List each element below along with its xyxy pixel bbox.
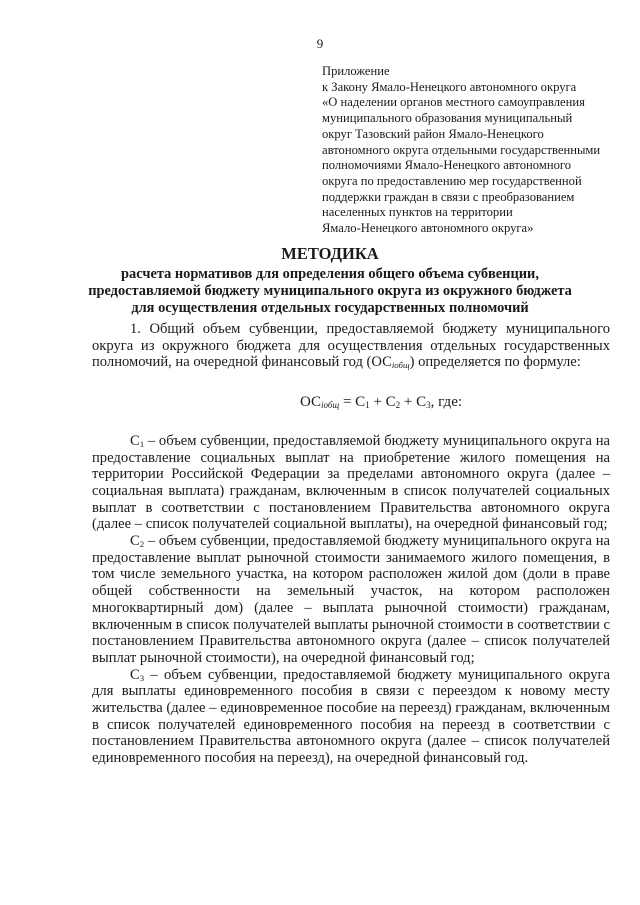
formula-lhs-subscript: іобщ — [321, 400, 340, 411]
formula-lhs: ОС — [299, 394, 321, 411]
p1-text-after: ) определяется по формуле: — [409, 354, 581, 371]
title-subtitle-line: для осуществления отдельных государственных полномочий — [131, 300, 529, 316]
appendix-line: полномочиями Ямало-Ненецкого автономного — [322, 158, 572, 173]
formula-term-c: С — [385, 394, 396, 411]
c3-symbol: С — [130, 666, 140, 683]
formula-equals: = — [339, 394, 356, 411]
formula-tail: , где: — [430, 394, 463, 411]
title-subtitle-line: предоставляемой бюджету муниципального округа из окружного бюджета — [88, 283, 572, 299]
appendix-line: «О наделении органов местного самоуправления — [322, 95, 585, 110]
formula — [92, 394, 610, 411]
appendix-line: автономного округа отдельными государственными — [322, 142, 601, 157]
title-subtitle-line: расчета нормативов для определения общего объема субвенции, — [121, 266, 539, 282]
appendix-line: муниципального образования муниципальный — [322, 111, 573, 126]
formula-plus: + — [400, 394, 417, 411]
title-main: МЕТОДИКА — [281, 244, 379, 263]
c2-symbol: С — [130, 533, 140, 550]
paragraph-c1 — [92, 433, 610, 533]
c2-subscript: 2 — [139, 539, 145, 550]
c2-text: – объем субвенции, предоставляемой бюджету муниципального округа на предоставление выплат рыночной стоимости занимаемого жилого помещения, в том числе земельного участка, на котором расположен жилой дом (доли в праве общей собственности на земельный участок, на котором расположен многоквартирный дом) (далее – выплата рыночной стоимости) гражданам, включенным в список получателей выплаты рыночной стоимости в соответствии с постановлением Правительства автономного округа (далее – список получателей выплат рыночной стоимости), на очередной финансовый год; — [92, 533, 610, 666]
document-body — [92, 321, 610, 767]
appendix-line: округа по предоставлению мер государственной — [322, 173, 582, 188]
appendix-line: населенных пунктов на территории — [322, 205, 513, 220]
formula-subscript: 1 — [365, 400, 370, 411]
c1-symbol: С — [130, 432, 140, 449]
formula-term-c: С — [416, 394, 427, 411]
formula-subscript: 3 — [426, 400, 431, 411]
appendix-line: поддержки граждан в связи с преобразованием — [322, 189, 575, 204]
appendix-line: Приложение — [322, 64, 390, 78]
formula-plus: + — [369, 394, 386, 411]
formula-term-c: С — [355, 394, 366, 411]
document-title — [60, 244, 600, 317]
paragraph-1 — [92, 321, 610, 371]
c3-text: – объем субвенции, предоставляемой бюджету муниципального округа для выплаты единовременного пособия в связи с переездом к новому месту жительства (далее – единовременное пособие на переезд) гражданам, включенным в список получателей единовременного пособия на переезд в соответствии с постановлением Правительства автономного округа (далее – список получателей единовременного пособия на переезд), на очередной финансовый год. — [92, 666, 610, 767]
formula-subscript: 2 — [395, 400, 401, 411]
p1-subscript: іобщ — [391, 360, 410, 371]
appendix-line: Ямало-Ненецкого автономного округа» — [322, 221, 534, 236]
page-number: 9 — [316, 36, 324, 51]
appendix-line: округ Тазовский район Ямало-Ненецкого — [322, 126, 544, 141]
appendix-header — [322, 64, 622, 237]
paragraph-c2 — [92, 533, 610, 667]
p1-text-before: 1. Общий объем субвенции, предоставляемой бюджету муниципального округа из окружного бюджета для осуществления отдельных государственных полномочий, на очередной финансовый год (ОС — [92, 321, 610, 371]
c1-subscript: 1 — [139, 438, 145, 449]
c1-text: – объем субвенции, предоставляемой бюджету муниципального округа на предоставление социальных выплат на приобретение жилого помещения на территории Российской Федерации за пределами автономного округа (далее – социальная выплата) гражданам, включенным в список получателей социальных выплат в соответствии с постановлением Правительства автономного округа (далее – список получателей социальной выплаты), на очередной финансовый год; — [92, 432, 610, 533]
c3-subscript: 3 — [139, 672, 145, 683]
appendix-line: к Закону Ямало-Ненецкого автономного округа — [322, 79, 577, 94]
paragraph-c3 — [92, 667, 610, 767]
